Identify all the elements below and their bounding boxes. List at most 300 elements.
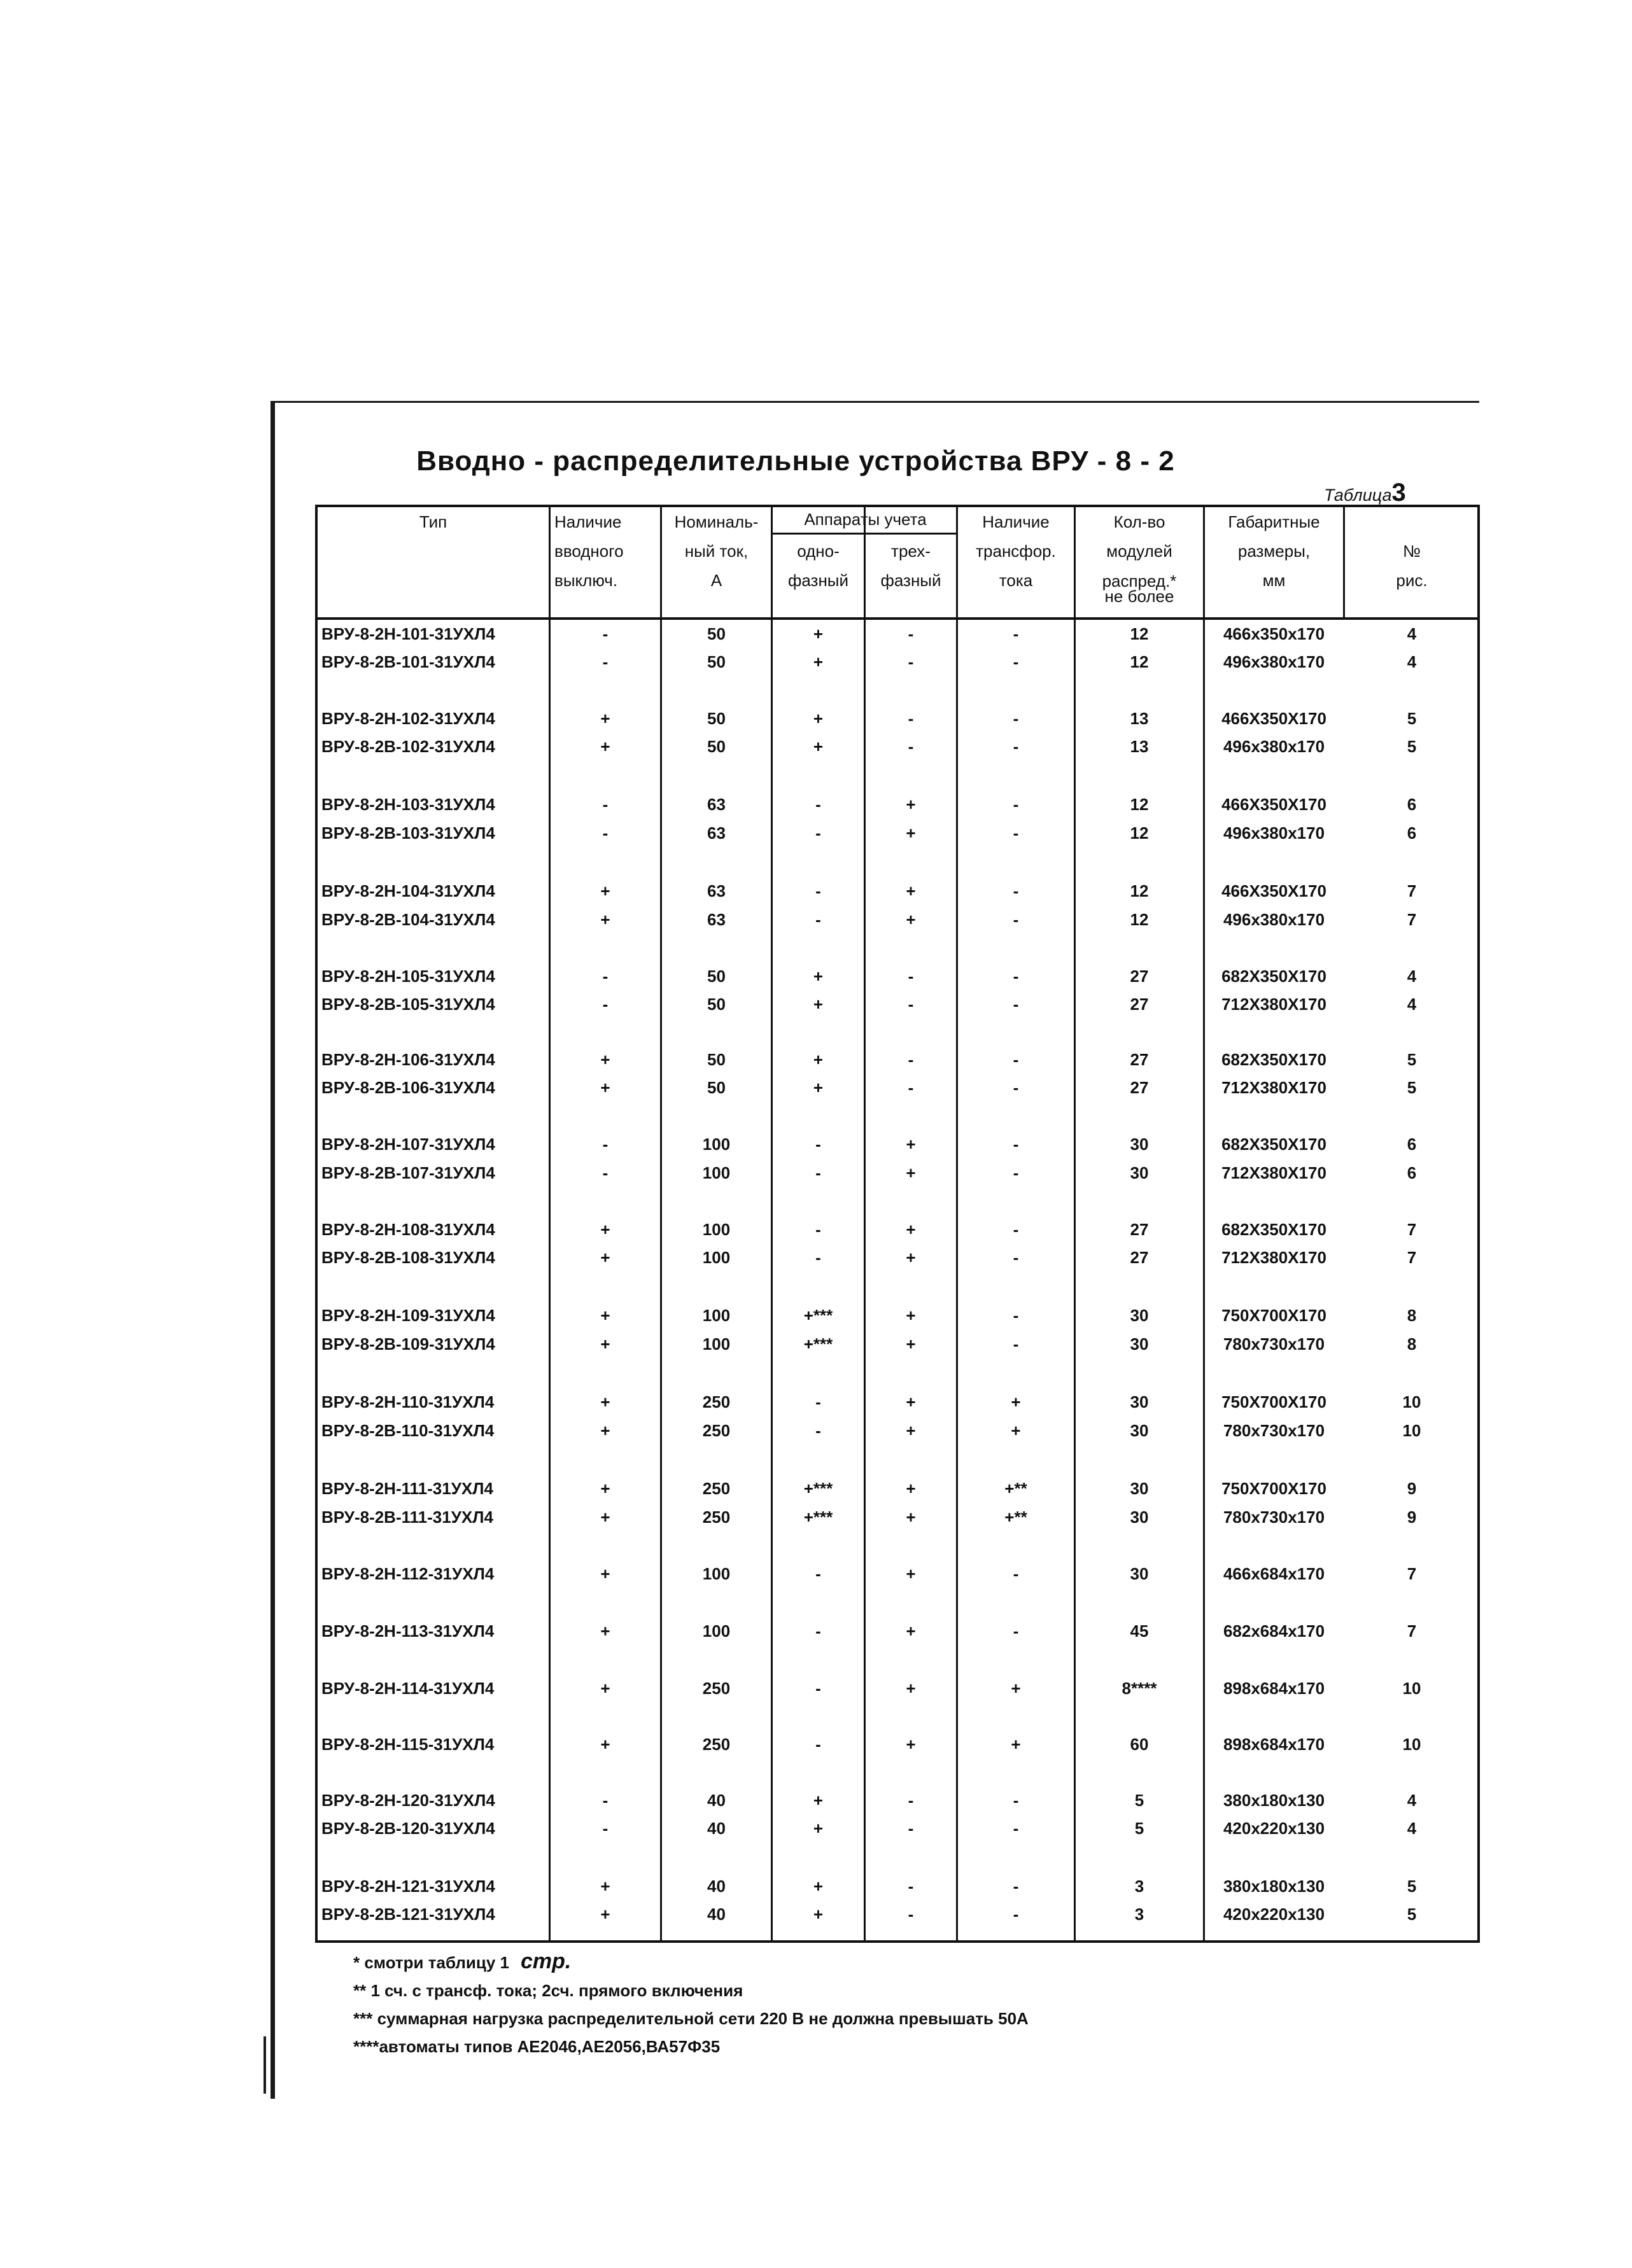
- cell-fig: 5: [1407, 709, 1417, 728]
- binding-margin-mark: [264, 2036, 266, 2094]
- cell-fig: 8: [1407, 1334, 1417, 1354]
- cell-type: ВРУ-8-2Н-105-31УХЛ4: [321, 967, 495, 986]
- cell-mod: 27: [1130, 1050, 1149, 1069]
- cell-dim: 712X380X170: [1221, 1078, 1326, 1097]
- cell-one: -: [815, 1621, 821, 1641]
- table-row: [318, 705, 1477, 733]
- table-row: [318, 1731, 1477, 1759]
- cell-one: +: [813, 1791, 824, 1810]
- table-row: [318, 1787, 1477, 1815]
- cell-tr: +: [1011, 1392, 1021, 1411]
- cell-cur: 50: [707, 652, 726, 671]
- cell-fig: 5: [1407, 737, 1417, 756]
- table-row: [318, 1901, 1477, 1929]
- table-row: [318, 1560, 1477, 1588]
- cell-tr: +: [1011, 1421, 1021, 1440]
- cell-tr: +: [1011, 1735, 1021, 1754]
- cell-one: +***: [803, 1508, 833, 1527]
- table-label-text: Таблица: [1324, 486, 1392, 505]
- cell-sw: +: [600, 1679, 610, 1698]
- cell-cur: 40: [707, 1877, 726, 1896]
- cell-tr: -: [1013, 652, 1019, 671]
- table-row: [318, 1417, 1477, 1445]
- cell-tr: -: [1013, 1050, 1019, 1069]
- cell-type: ВРУ-8-2Н-103-31УХЛ4: [321, 795, 495, 814]
- cell-mod: 5: [1134, 1819, 1144, 1838]
- cell-sw: +: [600, 881, 610, 900]
- cell-type: ВРУ-8-2Н-114-31УХЛ4: [321, 1679, 495, 1698]
- cell-three: +: [906, 1621, 916, 1641]
- cell-three: +: [906, 1392, 916, 1411]
- cell-tr: -: [1013, 1905, 1019, 1924]
- cell-cur: 40: [707, 1905, 726, 1924]
- cell-three: +: [906, 1564, 916, 1583]
- cell-fig: 5: [1407, 1050, 1417, 1069]
- table-row: [318, 878, 1477, 906]
- cell-type: ВРУ-8-2Н-112-31УХЛ4: [321, 1564, 495, 1583]
- cell-dim: 420x220x130: [1223, 1905, 1325, 1924]
- cell-fig: 10: [1402, 1735, 1421, 1754]
- header-switch: Наличие вводного выключ.: [554, 512, 624, 590]
- cell-cur: 50: [707, 737, 726, 756]
- cell-one: -: [815, 1135, 821, 1154]
- cell-type: ВРУ-8-2Н-113-31УХЛ4: [321, 1621, 495, 1641]
- cell-one: +: [813, 1905, 824, 1924]
- cell-type: ВРУ-8-2Н-115-31УХЛ4: [321, 1735, 495, 1754]
- cell-fig: 5: [1407, 1905, 1417, 1924]
- cell-tr: -: [1013, 1564, 1019, 1583]
- cell-cur: 50: [707, 1050, 726, 1069]
- cell-mod: 27: [1130, 967, 1149, 986]
- cell-sw: +: [600, 1334, 610, 1354]
- table-row: [318, 1244, 1477, 1272]
- cell-fig: 5: [1407, 1078, 1417, 1097]
- cell-dim: 682X350X170: [1221, 967, 1326, 986]
- cell-fig: 4: [1407, 652, 1417, 671]
- cell-dim: 496x380x170: [1223, 652, 1325, 671]
- cell-three: -: [908, 737, 914, 756]
- cell-three: +: [906, 1306, 916, 1325]
- cell-one: -: [815, 1679, 821, 1698]
- cell-type: ВРУ-8-2В-103-31УХЛ4: [321, 823, 495, 843]
- cell-sw: +: [600, 1050, 610, 1069]
- cell-mod: 27: [1130, 1220, 1149, 1239]
- cell-mod: 30: [1130, 1564, 1149, 1583]
- cell-tr: -: [1013, 823, 1019, 843]
- table-row: [318, 1815, 1477, 1843]
- cell-three: -: [908, 1050, 914, 1069]
- cell-one: +: [813, 1819, 824, 1838]
- cell-dim: 682X350X170: [1221, 1050, 1326, 1069]
- cell-type: ВРУ-8-2В-110-31УХЛ4: [321, 1421, 495, 1440]
- cell-sw: +: [600, 1905, 610, 1924]
- cell-mod: 5: [1134, 1791, 1144, 1810]
- header-single-phase: одно- фазный: [787, 542, 849, 590]
- cell-mod: 30: [1130, 1392, 1149, 1411]
- header-dimensions: Габаритные размеры, мм: [1228, 512, 1320, 590]
- footnote: *** суммарная нагрузка распределительной сети 220 В не должна превышать 50А: [353, 2009, 1029, 2028]
- cell-three: +: [906, 1679, 916, 1698]
- table-row: [318, 1389, 1477, 1417]
- cell-type: ВРУ-8-2В-102-31УХЛ4: [321, 737, 495, 756]
- cell-cur: 50: [707, 1078, 726, 1097]
- handwritten-note: стр.: [520, 1949, 572, 1973]
- cell-dim: 682x684x170: [1223, 1621, 1325, 1641]
- cell-three: +: [906, 1334, 916, 1354]
- cell-fig: 7: [1407, 1621, 1417, 1641]
- cell-one: +: [813, 967, 824, 986]
- header-figure: № рис.: [1396, 542, 1428, 590]
- cell-type: ВРУ-8-2Н-110-31УХЛ4: [321, 1392, 495, 1411]
- cell-dim: 780x730x170: [1223, 1508, 1325, 1527]
- table-row: [318, 791, 1477, 819]
- cell-cur: 50: [707, 995, 726, 1014]
- cell-one: -: [815, 795, 821, 814]
- cell-one: -: [815, 1392, 821, 1411]
- cell-type: ВРУ-8-2Н-121-31УХЛ4: [321, 1877, 495, 1896]
- cell-dim: 750X700X170: [1221, 1306, 1326, 1325]
- cell-mod: 30: [1130, 1479, 1149, 1498]
- cell-sw: -: [602, 1163, 608, 1182]
- cell-tr: -: [1013, 995, 1019, 1014]
- cell-cur: 250: [702, 1479, 731, 1498]
- cell-dim: 380x180x130: [1223, 1877, 1325, 1896]
- cell-type: ВРУ-8-2В-107-31УХЛ4: [321, 1163, 495, 1182]
- cell-cur: 63: [707, 881, 726, 900]
- cell-cur: 50: [707, 967, 726, 986]
- cell-fig: 10: [1402, 1421, 1421, 1440]
- cell-tr: -: [1013, 737, 1019, 756]
- cell-fig: 8: [1407, 1306, 1417, 1325]
- cell-dim: 780x730x170: [1223, 1334, 1325, 1354]
- cell-type: ВРУ-8-2Н-111-31УХЛ4: [321, 1479, 493, 1498]
- cell-dim: 750X700X170: [1221, 1392, 1326, 1411]
- cell-dim: 496x380x170: [1223, 737, 1325, 756]
- cell-fig: 6: [1407, 1163, 1417, 1182]
- cell-three: +: [906, 1135, 916, 1154]
- cell-mod: 12: [1130, 795, 1149, 814]
- cell-type: ВРУ-8-2Н-108-31УХЛ4: [321, 1220, 495, 1239]
- cell-sw: +: [600, 1564, 610, 1583]
- cell-cur: 40: [707, 1791, 726, 1810]
- cell-sw: -: [602, 795, 608, 814]
- cell-fig: 4: [1407, 624, 1417, 643]
- cell-type: ВРУ-8-2В-108-31УХЛ4: [321, 1248, 495, 1267]
- table-row: [318, 1216, 1477, 1244]
- cell-three: -: [908, 652, 914, 671]
- cell-cur: 250: [702, 1421, 731, 1440]
- cell-type: ВРУ-8-2Н-120-31УХЛ4: [321, 1791, 495, 1810]
- cell-three: +: [906, 1421, 916, 1440]
- cell-cur: 50: [707, 624, 726, 643]
- cell-mod: 3: [1134, 1877, 1144, 1896]
- cell-cur: 63: [707, 823, 726, 843]
- cell-mod: 27: [1130, 1078, 1149, 1097]
- header-meters: Аппараты учета: [804, 510, 927, 529]
- cell-tr: -: [1013, 1791, 1019, 1810]
- cell-tr: -: [1013, 1220, 1019, 1239]
- cell-one: -: [815, 881, 821, 900]
- cell-tr: -: [1013, 967, 1019, 986]
- cell-three: +: [906, 881, 916, 900]
- cell-dim: 712X380X170: [1221, 1248, 1326, 1267]
- cell-sw: +: [600, 1306, 610, 1325]
- cell-type: ВРУ-8-2В-105-31УХЛ4: [321, 995, 495, 1014]
- cell-dim: 380x180x130: [1223, 1791, 1325, 1810]
- cell-sw: -: [602, 652, 608, 671]
- cell-one: -: [815, 1163, 821, 1182]
- footnote: ** 1 сч. с трансф. тока; 2сч. прямого включения: [353, 1981, 743, 2000]
- cell-dim: 682X350X170: [1221, 1135, 1326, 1154]
- cell-cur: 100: [702, 1163, 731, 1182]
- cell-tr: +**: [1004, 1479, 1027, 1498]
- cell-cur: 100: [702, 1220, 731, 1239]
- cell-one: -: [815, 1564, 821, 1583]
- cell-cur: 250: [702, 1392, 731, 1411]
- footnotes: [353, 1947, 1029, 2061]
- cell-mod: 30: [1130, 1508, 1149, 1527]
- table-row: [318, 963, 1477, 991]
- cell-dim: 466X350X170: [1221, 709, 1326, 728]
- table-row: [318, 1504, 1477, 1532]
- cell-sw: +: [600, 910, 610, 929]
- cell-mod: 27: [1130, 995, 1149, 1014]
- cell-type: ВРУ-8-2В-104-31УХЛ4: [321, 910, 495, 929]
- cell-cur: 100: [702, 1135, 731, 1154]
- cell-tr: -: [1013, 1078, 1019, 1097]
- cell-sw: +: [600, 1621, 610, 1641]
- cell-fig: 10: [1402, 1392, 1421, 1411]
- cell-tr: -: [1013, 1306, 1019, 1325]
- cell-sw: +: [600, 709, 610, 728]
- cell-cur: 50: [707, 709, 726, 728]
- cell-sw: +: [600, 1248, 610, 1267]
- cell-sw: +: [600, 1479, 610, 1498]
- cell-dim: 712X380X170: [1221, 995, 1326, 1014]
- table-row: [318, 991, 1477, 1019]
- cell-tr: -: [1013, 881, 1019, 900]
- cell-sw: -: [602, 995, 608, 1014]
- page-title: Вводно - распределительные устройства ВРУ - 8 - 2: [416, 445, 1175, 477]
- table-row: [318, 906, 1477, 934]
- cell-one: +: [813, 1078, 824, 1097]
- cell-one: +: [813, 1877, 824, 1896]
- cell-fig: 9: [1407, 1508, 1417, 1527]
- cell-cur: 100: [702, 1334, 731, 1354]
- cell-fig: 7: [1407, 910, 1417, 929]
- cell-fig: 10: [1402, 1679, 1421, 1698]
- cell-cur: 40: [707, 1819, 726, 1838]
- cell-one: +: [813, 709, 824, 728]
- cell-cur: 63: [707, 795, 726, 814]
- cell-three: -: [908, 1819, 914, 1838]
- cell-cur: 100: [702, 1621, 731, 1641]
- cell-mod: 12: [1130, 910, 1149, 929]
- cell-fig: 7: [1407, 881, 1417, 900]
- cell-fig: 5: [1407, 1877, 1417, 1896]
- cell-type: ВРУ-8-2В-109-31УХЛ4: [321, 1334, 495, 1354]
- cell-fig: 4: [1407, 1819, 1417, 1838]
- cell-fig: 7: [1407, 1248, 1417, 1267]
- header-modules: Кол-во модулей распред.* не более: [1102, 512, 1177, 606]
- cell-mod: 12: [1130, 881, 1149, 900]
- cell-mod: 12: [1130, 823, 1149, 843]
- cell-fig: 6: [1407, 823, 1417, 843]
- cell-type: ВРУ-8-2В-106-31УХЛ4: [321, 1078, 495, 1097]
- cell-dim: 682X350X170: [1221, 1220, 1326, 1239]
- cell-three: +: [906, 1248, 916, 1267]
- cell-type: ВРУ-8-2Н-104-31УХЛ4: [321, 881, 495, 900]
- table-row: [318, 733, 1477, 761]
- header-current: Номиналь- ный ток, А: [674, 512, 759, 590]
- cell-dim: 898x684x170: [1223, 1679, 1325, 1698]
- cell-sw: +: [600, 1508, 610, 1527]
- cell-fig: 4: [1407, 967, 1417, 986]
- cell-sw: +: [600, 1421, 610, 1440]
- cell-cur: 100: [702, 1306, 731, 1325]
- table-row: [318, 648, 1477, 676]
- cell-tr: -: [1013, 709, 1019, 728]
- cell-mod: 30: [1130, 1421, 1149, 1440]
- cell-mod: 13: [1130, 737, 1149, 756]
- cell-one: +: [813, 995, 824, 1014]
- table-row: [318, 1331, 1477, 1359]
- cell-fig: 4: [1407, 1791, 1417, 1810]
- top-frame-line: [275, 401, 1479, 403]
- cell-tr: -: [1013, 910, 1019, 929]
- cell-fig: 4: [1407, 995, 1417, 1014]
- cell-fig: 7: [1407, 1564, 1417, 1583]
- cell-three: +: [906, 1735, 916, 1754]
- cell-type: ВРУ-8-2В-101-31УХЛ4: [321, 652, 495, 671]
- table-row: [318, 1046, 1477, 1074]
- cell-one: -: [815, 1421, 821, 1440]
- cell-three: -: [908, 995, 914, 1014]
- cell-tr: -: [1013, 1819, 1019, 1838]
- table-row: [318, 1302, 1477, 1330]
- cell-three: +: [906, 823, 916, 843]
- table-row: [318, 1475, 1477, 1503]
- cell-mod: 3: [1134, 1905, 1144, 1924]
- cell-tr: -: [1013, 1621, 1019, 1641]
- cell-cur: 100: [702, 1248, 731, 1267]
- cell-three: -: [908, 624, 914, 643]
- header-three-phase: трех- фазный: [880, 542, 941, 590]
- cell-one: -: [815, 1248, 821, 1267]
- binding-margin-line: [271, 401, 275, 2099]
- cell-tr: -: [1013, 1334, 1019, 1354]
- cell-dim: 466X350X170: [1221, 795, 1326, 814]
- cell-sw: -: [602, 967, 608, 986]
- cell-dim: 898x684x170: [1223, 1735, 1325, 1754]
- cell-tr: -: [1013, 1877, 1019, 1896]
- header-transformer: Наличие трансфор. тока: [976, 512, 1056, 590]
- cell-three: +: [906, 1508, 916, 1527]
- cell-fig: 6: [1407, 795, 1417, 814]
- table-row: [318, 1131, 1477, 1159]
- cell-sw: +: [600, 737, 610, 756]
- cell-mod: 12: [1130, 652, 1149, 671]
- cell-tr: -: [1013, 624, 1019, 643]
- cell-dim: 496x380x170: [1223, 910, 1325, 929]
- cell-sw: -: [602, 624, 608, 643]
- cell-dim: 420x220x130: [1223, 1819, 1325, 1838]
- cell-three: +: [906, 795, 916, 814]
- cell-three: +: [906, 1163, 916, 1182]
- cell-fig: 9: [1407, 1479, 1417, 1498]
- cell-one: -: [815, 1220, 821, 1239]
- table-row: [318, 1675, 1477, 1703]
- cell-fig: 7: [1407, 1220, 1417, 1239]
- cell-mod: 30: [1130, 1135, 1149, 1154]
- cell-cur: 100: [702, 1564, 731, 1583]
- cell-dim: 466x684x170: [1223, 1564, 1325, 1583]
- cell-cur: 250: [702, 1735, 731, 1754]
- footnote: ****автоматы типов АЕ2046,АЕ2056,ВА57Ф35: [353, 2037, 721, 2056]
- table-label: [1324, 479, 1406, 507]
- header-type: Тип: [419, 512, 447, 531]
- cell-type: ВРУ-8-2В-120-31УХЛ4: [321, 1819, 495, 1838]
- cell-tr: -: [1013, 1248, 1019, 1267]
- cell-tr: +: [1011, 1679, 1021, 1698]
- cell-cur: 250: [702, 1508, 731, 1527]
- cell-sw: -: [602, 1819, 608, 1838]
- cell-one: +: [813, 1050, 824, 1069]
- cell-dim: 780x730x170: [1223, 1421, 1325, 1440]
- cell-three: +: [906, 910, 916, 929]
- cell-sw: +: [600, 1078, 610, 1097]
- cell-one: -: [815, 910, 821, 929]
- cell-three: -: [908, 1078, 914, 1097]
- table-row: [318, 1618, 1477, 1646]
- footnote: * смотри таблицу 1 стр.: [353, 1949, 572, 1973]
- cell-one: +: [813, 737, 824, 756]
- cell-one: +: [813, 624, 824, 643]
- meters-subheader-rule: [771, 533, 958, 535]
- cell-dim: 712X380X170: [1221, 1163, 1326, 1182]
- cell-three: -: [908, 967, 914, 986]
- cell-mod: 30: [1130, 1334, 1149, 1354]
- cell-mod: 27: [1130, 1248, 1149, 1267]
- cell-sw: +: [600, 1220, 610, 1239]
- table-row: [318, 1074, 1477, 1102]
- cell-mod: 60: [1130, 1735, 1149, 1754]
- cell-sw: +: [600, 1877, 610, 1896]
- cell-type: ВРУ-8-2Н-109-31УХЛ4: [321, 1306, 495, 1325]
- cell-mod: 13: [1130, 709, 1149, 728]
- cell-sw: +: [600, 1392, 610, 1411]
- cell-three: -: [908, 1791, 914, 1810]
- cell-type: ВРУ-8-2Н-106-31УХЛ4: [321, 1050, 495, 1069]
- table-row: [318, 820, 1477, 848]
- cell-tr: -: [1013, 1135, 1019, 1154]
- cell-mod: 12: [1130, 624, 1149, 643]
- cell-one: +***: [803, 1306, 833, 1325]
- table-row: [318, 1873, 1477, 1901]
- table-row: [318, 1159, 1477, 1187]
- cell-tr: -: [1013, 795, 1019, 814]
- cell-three: -: [908, 1905, 914, 1924]
- cell-fig: 6: [1407, 1135, 1417, 1154]
- cell-tr: -: [1013, 1163, 1019, 1182]
- cell-sw: -: [602, 823, 608, 843]
- cell-cur: 63: [707, 910, 726, 929]
- cell-one: -: [815, 823, 821, 843]
- cell-sw: +: [600, 1735, 610, 1754]
- cell-type: ВРУ-8-2Н-102-31УХЛ4: [321, 709, 495, 728]
- cell-type: ВРУ-8-2В-121-31УХЛ4: [321, 1905, 495, 1924]
- cell-three: -: [908, 1877, 914, 1896]
